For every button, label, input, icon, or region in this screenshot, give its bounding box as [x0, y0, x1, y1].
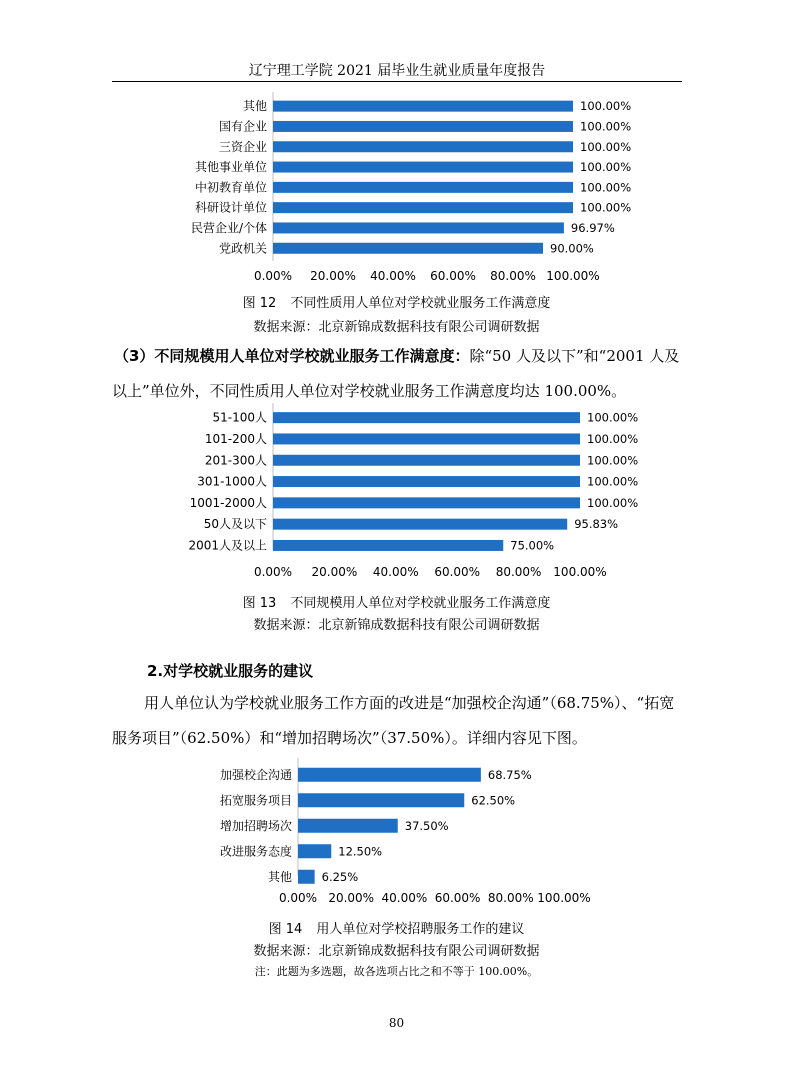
- category-label: 改进服务态度: [219, 844, 292, 859]
- value-label: 6.25%: [321, 869, 359, 884]
- bar: [273, 182, 573, 193]
- bar: [298, 870, 315, 884]
- x-tick-label: 20.00%: [311, 565, 358, 579]
- value-label: 100.00%: [587, 495, 639, 510]
- x-tick-label: 80.00%: [490, 269, 536, 283]
- figure-14-number: 图 14: [268, 922, 303, 937]
- category-label: 加强校企沟通: [219, 767, 292, 782]
- category-label: 民营企业/个体: [190, 220, 267, 235]
- category-label: 101-200人: [204, 431, 267, 446]
- value-label: 100.00%: [587, 431, 639, 446]
- paragraph-scale-heading: （3）不同规模用人单位对学校就业服务工作满意度：: [114, 347, 470, 365]
- x-tick-label: 0.00%: [253, 565, 293, 579]
- x-tick-label: 60.00%: [434, 565, 481, 579]
- bar: [273, 243, 543, 254]
- section-heading-suggestions: 2.对学校就业服务的建议: [147, 662, 314, 680]
- value-label: 68.75%: [487, 767, 532, 782]
- x-tick-label: 40.00%: [381, 891, 428, 905]
- figure-13-caption: [0, 592, 793, 611]
- x-tick-label: 80.00%: [487, 891, 534, 905]
- value-label: 100.00%: [580, 119, 632, 134]
- x-tick-label: 80.00%: [495, 565, 542, 579]
- figure-14-source: 数据来源：北京新锦成数据科技有限公司调研数据: [253, 944, 540, 959]
- x-tick-label: 60.00%: [430, 269, 476, 283]
- bar: [273, 433, 580, 444]
- x-tick-label: 40.00%: [372, 565, 419, 579]
- value-label: 75.00%: [510, 538, 555, 553]
- x-tick-label: 20.00%: [328, 891, 375, 905]
- category-label: 党政机关: [218, 241, 267, 256]
- chart-employer-size-satisfaction: [0, 400, 793, 585]
- bar: [298, 768, 481, 782]
- figure-12-source: 数据来源：北京新锦成数据科技有限公司调研数据: [253, 320, 540, 335]
- page-number: 80: [388, 1016, 405, 1030]
- figure-14-caption: [0, 918, 793, 937]
- x-tick-label: 100.00%: [553, 565, 607, 579]
- bar: [273, 222, 564, 233]
- value-label: 100.00%: [580, 139, 632, 154]
- bar: [273, 455, 580, 466]
- value-label: 100.00%: [580, 160, 632, 175]
- value-label: 37.50%: [404, 818, 449, 833]
- figure-12-title: 不同性质用人单位对学校就业服务工作满意度: [290, 296, 551, 311]
- category-label: 增加招聘场次: [219, 818, 292, 833]
- category-label: 51-100人: [212, 410, 267, 425]
- category-label: 其他: [242, 99, 267, 114]
- x-tick-label: 0.00%: [278, 891, 318, 905]
- bar: [273, 121, 573, 132]
- category-label: 其他事业单位: [194, 160, 267, 175]
- chart-employer-type-satisfaction: [0, 88, 793, 288]
- category-label: 拓宽服务项目: [219, 793, 292, 808]
- bar: [298, 844, 331, 858]
- paragraph-scale-satisfaction: [112, 339, 684, 409]
- figure-14-title: 用人单位对学校招聘服务工作的建议: [316, 922, 525, 937]
- figure-13-title: 不同规模用人单位对学校就业服务工作满意度: [290, 596, 551, 611]
- bar: [273, 540, 503, 551]
- bar: [273, 412, 580, 423]
- category-label: 2001人及以上: [188, 538, 267, 553]
- x-tick-label: 0.00%: [253, 269, 293, 283]
- figure-13-number: 图 13: [242, 596, 277, 611]
- bar: [273, 101, 573, 112]
- bar: [273, 476, 580, 487]
- x-tick-label: 100.00%: [546, 269, 600, 283]
- figure-12-caption: [0, 292, 793, 311]
- value-label: 95.83%: [574, 517, 619, 532]
- bar: [298, 819, 398, 833]
- x-tick-label: 20.00%: [310, 269, 356, 283]
- bar: [273, 202, 573, 213]
- value-label: 96.97%: [570, 220, 615, 235]
- bar: [273, 141, 573, 152]
- category-label: 其他: [267, 869, 292, 884]
- paragraph-scale-text: 除“50 人及以下”和“2001 人及以上”单位外，不同性质用人单位对学校就业服务工作满意度均达 100.00%。: [112, 347, 680, 400]
- chart-employer-suggestions: [0, 752, 793, 907]
- bar: [298, 793, 464, 807]
- figure-12-number: 图 12: [242, 296, 277, 311]
- header-rule: [112, 81, 682, 82]
- bar: [273, 497, 580, 508]
- category-label: 301-1000人: [197, 474, 267, 489]
- value-label: 12.50%: [338, 844, 383, 859]
- category-label: 三资企业: [218, 139, 267, 154]
- figure-13-source: 数据来源：北京新锦成数据科技有限公司调研数据: [253, 618, 540, 633]
- value-label: 62.50%: [471, 793, 516, 808]
- paragraph-suggestions: 用人单位认为学校就业服务工作方面的改进是“加强校企沟通”（68.75%）、“拓宽服务项目”（62.50%）和“增加招聘场次”（37.50%）。详细内容见下图。: [112, 694, 675, 747]
- x-tick-label: 60.00%: [434, 891, 481, 905]
- value-label: 100.00%: [580, 200, 632, 215]
- category-label: 1001-2000人: [189, 495, 267, 510]
- category-label: 201-300人: [204, 453, 267, 468]
- value-label: 100.00%: [580, 99, 632, 114]
- value-label: 100.00%: [587, 410, 639, 425]
- report-header-title: 辽宁理工学院 2021 届毕业生就业质量年度报告: [248, 63, 546, 79]
- value-label: 90.00%: [550, 241, 594, 256]
- category-label: 中初教育单位: [194, 180, 267, 195]
- bar: [273, 162, 573, 173]
- value-label: 100.00%: [587, 474, 639, 489]
- value-label: 100.00%: [587, 453, 639, 468]
- category-label: 50人及以下: [203, 517, 267, 532]
- x-tick-label: 40.00%: [370, 269, 416, 283]
- value-label: 100.00%: [580, 180, 632, 195]
- category-label: 科研设计单位: [194, 200, 267, 215]
- bar: [273, 519, 567, 530]
- x-tick-label: 100.00%: [537, 891, 591, 905]
- category-label: 国有企业: [218, 119, 267, 134]
- figure-14-note: 注：此题为多选题，故各选项占比之和不等于 100.00%。: [254, 965, 539, 978]
